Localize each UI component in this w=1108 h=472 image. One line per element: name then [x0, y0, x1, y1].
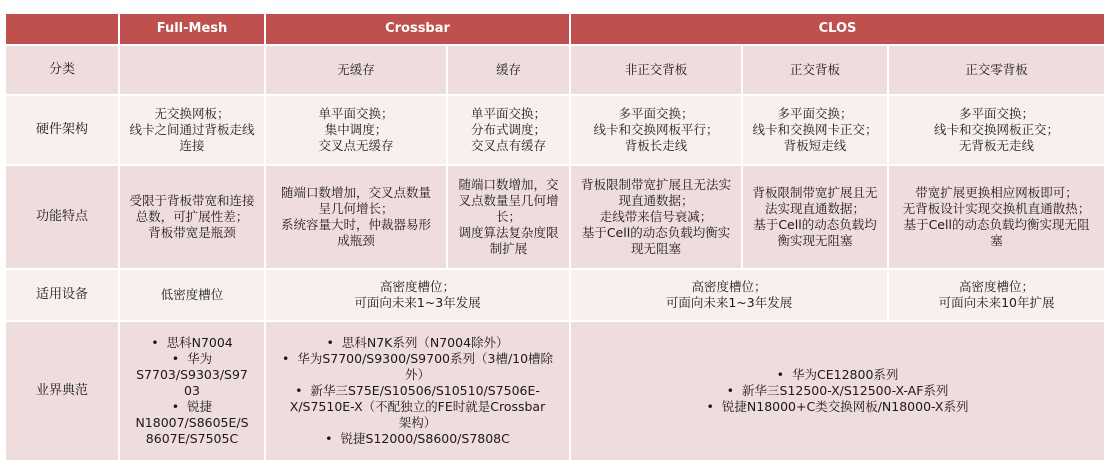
header-full-mesh: Full-Mesh — [119, 13, 265, 45]
features-full-mesh — [119, 165, 265, 269]
text-line: 分布式调度； — [471, 122, 547, 137]
text-line: 背板限制带宽扩展且无 — [752, 185, 878, 200]
hardware-clos-non-orthogonal — [570, 95, 742, 165]
row-label-category: 分类 — [5, 45, 119, 95]
text-line: 多平面交换； — [618, 106, 694, 121]
text-line: 叉点数量呈几何增 — [458, 193, 559, 208]
devices-row — [5, 269, 1105, 321]
text-line: 走线带来信号衰减； — [599, 209, 713, 224]
text-line: 成瓶颈 — [337, 233, 375, 248]
text-line: • 锐捷S12000/S8600/S7808C — [268, 431, 567, 447]
features-crossbar-buffer — [447, 165, 570, 269]
text-line: 受限于背板带宽和连接 — [129, 193, 255, 208]
hardware-clos-zero-backplane — [888, 95, 1105, 165]
text-line: 背板限制带宽扩展且无法实 — [581, 177, 732, 192]
text-line: 背板带宽是瓶颈 — [148, 225, 236, 240]
text-line: 无交换网板； — [154, 106, 230, 121]
category-crossbar-no-buffer: 无缓存 — [265, 45, 447, 95]
text-line: • 新华三S12500-X/S12500-X-AF系列 — [573, 383, 1102, 399]
text-line: • 华为 — [122, 351, 262, 367]
text-line: 总数，可扩展性差； — [135, 209, 249, 224]
row-label-hardware: 硬件架构 — [5, 95, 119, 165]
text-line: 单平面交换； — [471, 106, 547, 121]
text-line: 交叉点有缓存 — [471, 138, 547, 153]
text-line: 制扩展 — [489, 241, 528, 256]
text-line: 线卡之间通过背板走线 — [129, 122, 255, 137]
devices-clos-zero-backplane — [888, 269, 1105, 321]
category-row — [5, 45, 1105, 95]
text-line: 外） — [405, 367, 431, 382]
text-line: 基于Cell的动态负载均衡实 — [581, 225, 731, 240]
text-line: 8607E/S7505C — [145, 431, 239, 446]
hardware-clos-orthogonal — [742, 95, 888, 165]
text-line: 多平面交换； — [777, 106, 853, 121]
text-line: 长； — [496, 209, 522, 224]
hardware-crossbar-no-buffer — [265, 95, 447, 165]
text-line: 随端口数增加，交 — [458, 177, 559, 192]
text-line: X/S7510E-X（不配独立的FE时就是Crossbar — [289, 399, 546, 414]
architecture-comparison-table — [4, 12, 1106, 462]
features-crossbar-no-buffer — [265, 165, 447, 269]
text-line: 多平面交换； — [959, 106, 1035, 121]
hardware-crossbar-buffer — [447, 95, 570, 165]
text-line: 系统容量大时，仲裁器易形 — [280, 217, 431, 232]
text-line: • 锐捷 — [122, 399, 262, 415]
category-clos-zero-backplane: 正交零背板 — [888, 45, 1105, 95]
features-clos-orthogonal — [742, 165, 888, 269]
text-line: • 新华三S75E/S10506/S10510/S7506E- — [268, 383, 567, 399]
header-row — [5, 13, 1105, 45]
features-row — [5, 165, 1105, 269]
text-line: N18007/S8605E/S — [135, 415, 249, 430]
text-line: 带宽扩展更换相应网板即可； — [915, 185, 1078, 200]
header-blank — [5, 13, 119, 45]
text-line: 随端口数增加，交叉点数量 — [280, 185, 431, 200]
text-line: 可面向未来1~3年发展 — [354, 295, 481, 310]
text-line: 背板短走线 — [783, 138, 847, 153]
hardware-row — [5, 95, 1105, 165]
examples-row — [5, 321, 1105, 461]
examples-full-mesh — [119, 321, 265, 461]
row-label-devices: 适用设备 — [5, 269, 119, 321]
text-line: 线卡和交换网卡正交； — [752, 122, 878, 137]
row-label-features: 功能特点 — [5, 165, 119, 269]
text-line: 基于Cell的动态负载均 — [753, 217, 877, 232]
text-line: 高密度槽位； — [959, 279, 1035, 294]
text-line: • 思科N7004 — [122, 335, 262, 351]
hardware-full-mesh — [119, 95, 265, 165]
text-line: 连接 — [179, 138, 205, 153]
text-line: S7703/S9303/S97 — [136, 367, 248, 382]
text-line: 呈几何增长； — [318, 201, 394, 216]
examples-clos — [570, 321, 1105, 461]
text-line: 集中调度； — [324, 122, 388, 137]
text-line: 交叉点无缓存 — [318, 138, 394, 153]
text-line: 衡实现无阻塞 — [777, 233, 853, 248]
text-line: • 锐捷N18000+C类交换网板/N18000-X系列 — [573, 399, 1102, 415]
category-clos-orthogonal: 正交背板 — [742, 45, 888, 95]
text-line: 调度算法复杂度限 — [458, 225, 559, 240]
text-line: 现直通数据； — [618, 193, 694, 208]
text-line: 现无阻塞 — [631, 241, 682, 256]
header-crossbar: Crossbar — [265, 13, 570, 45]
text-line: • 华为CE12800系列 — [573, 367, 1102, 383]
text-line: 塞 — [990, 233, 1003, 248]
text-line: 03 — [184, 383, 200, 398]
category-clos-non-orthogonal: 非正交背板 — [570, 45, 742, 95]
text-line: 线卡和交换网板平行； — [593, 122, 719, 137]
text-line: 单平面交换； — [318, 106, 394, 121]
category-crossbar-buffer: 缓存 — [447, 45, 570, 95]
features-clos-zero-backplane — [888, 165, 1105, 269]
text-line: 线卡和交换网板正交； — [934, 122, 1060, 137]
text-line: 高密度槽位； — [380, 279, 456, 294]
features-clos-non-orthogonal — [570, 165, 742, 269]
row-label-examples: 业界典范 — [5, 321, 119, 461]
text-line: 无背板设计实现交换机直通散热； — [902, 201, 1091, 216]
devices-clos-backplane — [570, 269, 888, 321]
text-line: 法实现直通数据； — [765, 201, 866, 216]
text-line: 背板长走线 — [624, 138, 688, 153]
text-line: 高密度槽位； — [691, 279, 767, 294]
text-line: 可面向未来10年扩展 — [938, 295, 1055, 310]
text-line: 可面向未来1~3年发展 — [665, 295, 793, 310]
examples-crossbar — [265, 321, 570, 461]
text-line: • 华为S7700/S9300/S9700系列（3槽/10槽除 — [268, 351, 567, 367]
text-line: 基于Cell的动态负载均衡实现无阻 — [903, 217, 1090, 232]
text-line: 架构） — [398, 415, 437, 430]
devices-crossbar — [265, 269, 570, 321]
devices-full-mesh: 低密度槽位 — [119, 269, 265, 321]
text-line: 无背板无走线 — [959, 138, 1035, 153]
text-line: • 思科N7K系列（N7004除外） — [268, 335, 567, 351]
category-full-mesh — [119, 45, 265, 95]
header-clos: CLOS — [570, 13, 1105, 45]
